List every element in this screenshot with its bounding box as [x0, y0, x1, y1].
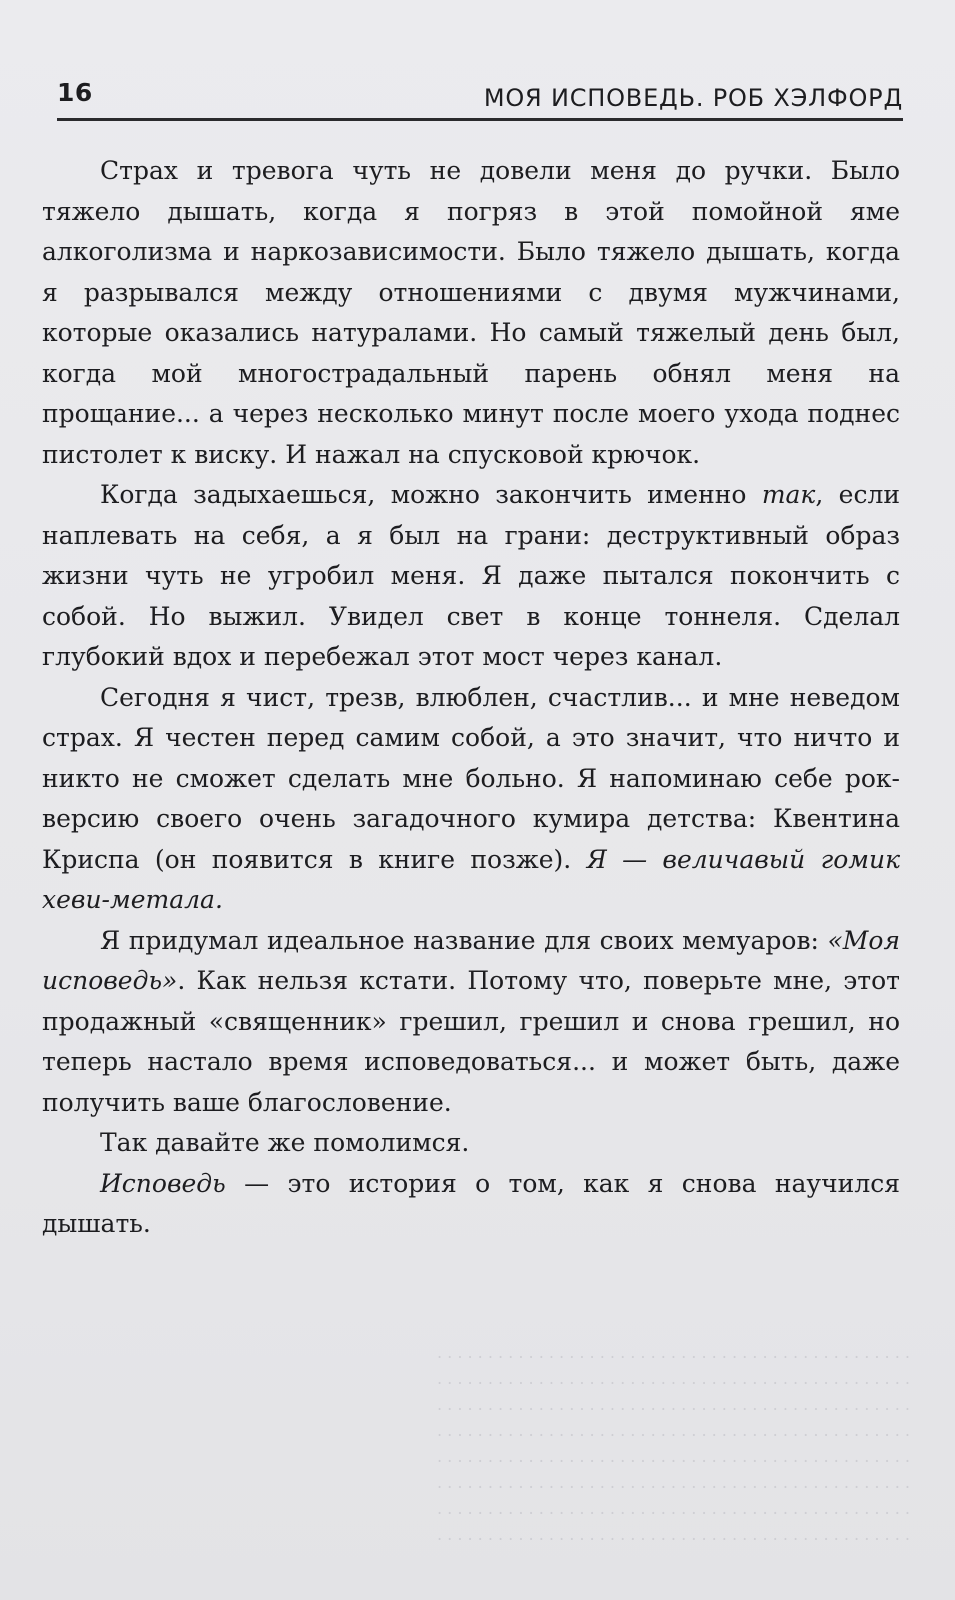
- paragraph-4: [42, 921, 900, 1124]
- paragraph-5-text: Так давайте же помолимся.: [100, 1128, 470, 1157]
- paragraph-1-text: Страх и тревога чуть не довели меня до ручки. Было тяжело дышать, когда я погряз в этой помойной яме алкоголизма и наркозависимости. Было тяжело дышать, когда я разрывался между отношениями с двумя мужчинами, которые оказались натуралами. Но самый тяжелый день был, когда мой многострадальный парень обнял меня на прощание... а через несколько минут после моего ухода поднес пистолет к виску. И нажал на спусковой крючок.: [42, 156, 900, 469]
- body-text: [42, 151, 900, 1245]
- paragraph-6-emphasis: Исповедь: [100, 1168, 226, 1198]
- paragraph-1: [42, 151, 900, 475]
- running-title: МОЯ ИСПОВЕДЬ. РОБ ХЭЛФОРД: [483, 84, 903, 112]
- paragraph-2: [42, 475, 900, 678]
- paragraph-3-text: Сегодня я чист, трезв, влюблен, счастлив... и мне неведом страх. Я честен перед самим собой, а это значит, что ничто и никто не сможет сделать мне больно. Я напоминаю себе рок-версию своего очень загадочного кумира детства: Квентина Криспа (он появится в книге позже).: [42, 682, 900, 874]
- paragraph-2-rest: , если наплевать на себя, а я был на грани: деструктивный образ жизни чуть не угробил меня. Я даже пытался покончить с собой. Но выжил. Увидел свет в конце тоннеля. Сделал глубокий вдох и перебежал этот мост через канал.: [42, 480, 901, 671]
- paragraph-4-emphasis: «Моя исповедь»: [42, 925, 900, 995]
- paragraph-3-emphasis: Я — величавый гомик хеви-метала.: [42, 844, 901, 914]
- paragraph-3: [42, 678, 900, 921]
- paragraph-5: [42, 1123, 900, 1164]
- paragraph-6: [42, 1164, 900, 1245]
- show-through-text: . . . . . . . . . . . . . . . . . . . . . . . . . . . . . . . . . . . . . . . . . . . . . . . . . . . . . . . . . . . . . . . . . . . . . . . . . . . . . . . . . . . . . . . . . . . . . . . . . . . . . . . . . . . . . . . . . . . . . . . . . . . . . . . . . . . . . . . . . . . . . . . . . . . . . . . . . . . . . . . . . . . . . . . . . . . . . . . . . . . . . . . . . . . . . . . . . . . . . . . . . . . . . . . . . . . . . . . . . . . . . . . . . . . . . . . . . . . . . . . . . . . . . . . . . . . . . . . . . . . . . . . . . . . . . . . . . . . . . . . . . . . . . . . . . . . . . . . . . . . . . . . . . . . . . . . . . . . . . . . . . . . . . . . . . . . . . . . . . . . . . . . . . . . . . . . . . . . . . . . . . . . . . . . . . . . . . . . .: [437, 1343, 910, 1544]
- paragraph-4-rest: . Как нельзя кстати. Потому что, поверьте мне, этот продажный «священник» грешил, грешил и снова грешил, но теперь настало время исповедоваться... и может быть, даже получить ваше благословение.: [42, 966, 900, 1117]
- paragraph-6-rest: — это история о том, как я снова научился дышать.: [42, 1168, 900, 1238]
- paragraph-2-lead: Когда задыхаешься, можно закончить именно: [100, 480, 762, 509]
- page-number: 16: [57, 78, 93, 107]
- paragraph-2-emphasis: так: [761, 480, 816, 509]
- page-header: [57, 70, 903, 121]
- paragraph-4-lead: Я придумал идеальное название для своих мемуаров:: [100, 925, 828, 955]
